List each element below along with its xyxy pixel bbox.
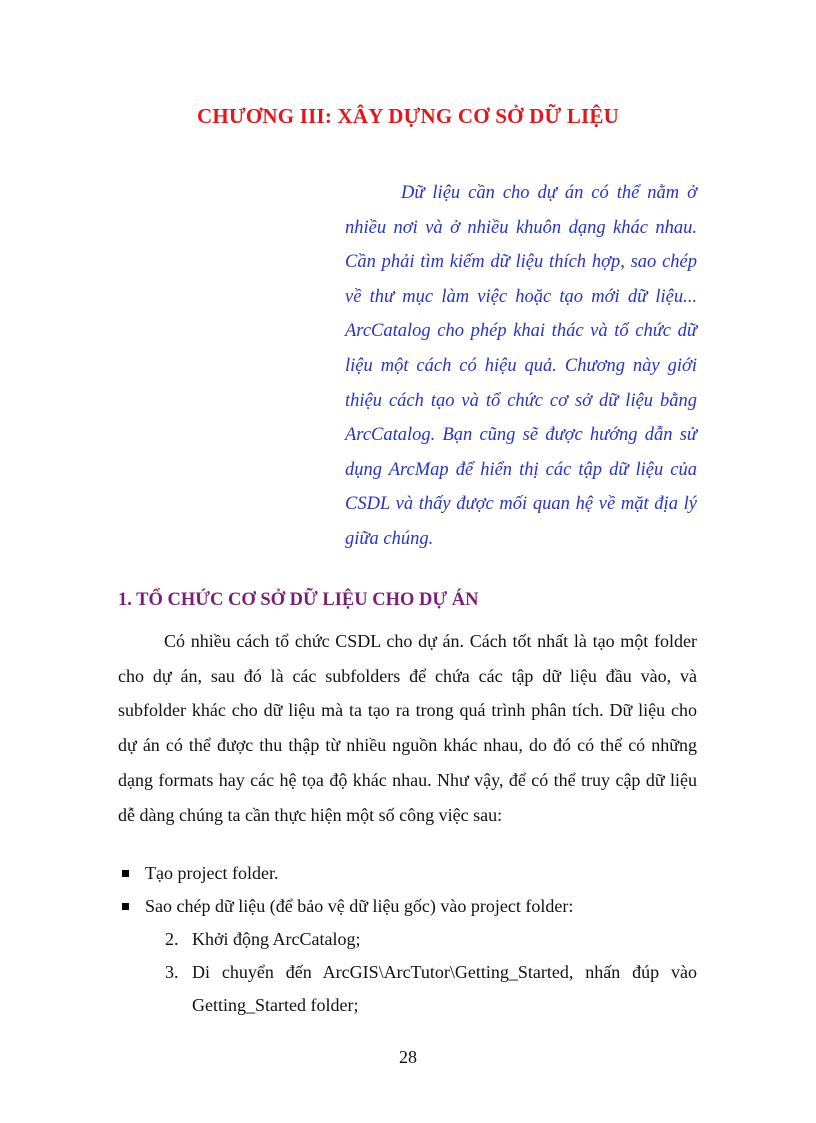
chapter-intro: Dữ liệu cần cho dự án có thể nằm ở nhiều nơi và ở nhiều khuôn dạng khác nhau. Cần phải tìm kiếm dữ liệu thích hợp, sao chép về thư mục làm việc hoặc tạo mới dữ liệu... ArcCatalog cho phép khai thác và tổ chức dữ liệu một cách có hiệu quả. Chương này giới thiệu cách tạo và tổ chức cơ sở dữ liệu bằng ArcCatalog. Bạn cũng sẽ được hướng dẫn sử dụng ArcMap để hiển thị các tập dữ liệu của CSDL và thấy được mối quan hệ về mặt địa lý giữa chúng. — [345, 183, 697, 549]
page-number: 28 — [399, 1047, 417, 1067]
section-heading: 1. TỔ CHỨC CƠ SỞ DỮ LIỆU CHO DỰ ÁN — [118, 590, 479, 610]
square-bullet-icon — [122, 903, 129, 910]
step-item — [165, 923, 697, 956]
step-list — [165, 923, 697, 1022]
step-number: 3. — [165, 962, 179, 982]
square-bullet-icon — [122, 870, 129, 877]
bullet-text: Sao chép dữ liệu (để bảo vệ dữ liệu gốc) vào project folder: — [145, 896, 574, 916]
bullet-item — [118, 857, 697, 890]
chapter-title: CHƯƠNG III: XÂY DỰNG CƠ SỞ DỮ LIỆU — [197, 104, 619, 128]
step-text: Di chuyển đến ArcGIS\ArcTutor\Getting_Started, nhấn đúp vào Getting_Started folder; — [192, 962, 697, 1015]
step-item — [165, 956, 697, 1022]
bullet-item — [118, 890, 697, 923]
bullet-list — [118, 857, 697, 923]
step-text: Khởi động ArcCatalog; — [192, 929, 361, 949]
section-paragraph: Có nhiều cách tổ chức CSDL cho dự án. Cách tốt nhất là tạo một folder cho dự án, sau đó là các subfolders để chứa các tập dữ liệu đầu vào, và subfolder khác cho dữ liệu mà ta tạo ra trong quá trình phân tích. Dữ liệu cho dự án có thể được thu thập từ nhiều nguồn khác nhau, do đó có thể có những dạng formats hay các hệ tọa độ khác nhau. Như vậy, để có thể truy cập dữ liệu dễ dàng chúng ta cần thực hiện một số công việc sau: — [118, 631, 697, 825]
step-number: 2. — [165, 929, 179, 949]
bullet-text: Tạo project folder. — [145, 863, 279, 883]
